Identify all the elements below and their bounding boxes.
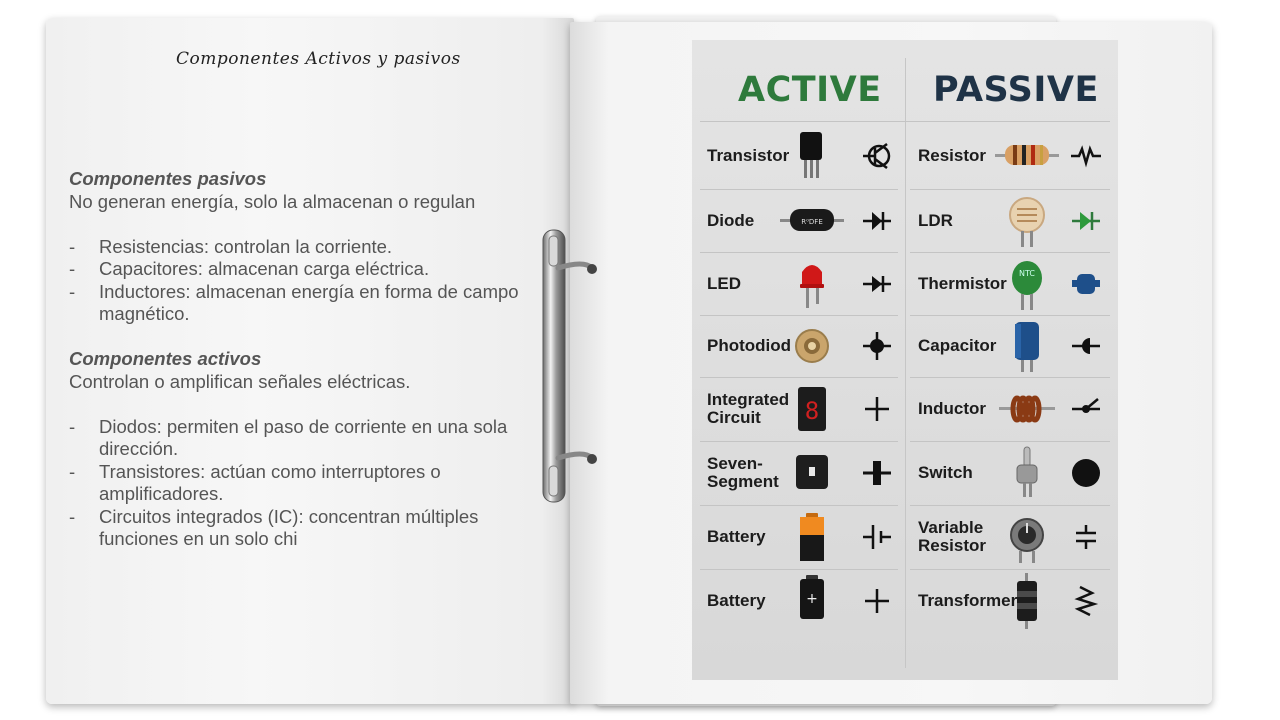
active-column-heading: ACTIVE <box>738 70 882 110</box>
active-row-label: Photodiod <box>707 336 792 355</box>
passive-column-heading: PASSIVE <box>933 70 1099 110</box>
notes-text <box>69 168 529 551</box>
svg-text:8: 8 <box>804 397 820 425</box>
row-divider <box>910 441 1110 442</box>
diode-symbol-icon <box>861 205 893 237</box>
row-divider <box>700 121 1110 122</box>
capacitor-icon <box>995 318 1059 374</box>
row-divider <box>910 189 1110 190</box>
passive-row-label: Resistor <box>918 146 987 165</box>
ldr-symbol-icon <box>1070 205 1102 237</box>
seven-segment-icon <box>780 445 844 501</box>
active-description: Controlan o amplifican señales eléctricas. <box>69 370 411 392</box>
battery-symbol-icon <box>861 521 893 553</box>
active-row-label: Transistor <box>707 146 790 165</box>
cross-symbol-icon <box>861 393 893 425</box>
active-row-label: LED <box>707 274 741 293</box>
page-title: Componentes Activos y pasivos <box>176 49 461 69</box>
passive-row-label: Transformer <box>918 591 1018 610</box>
svg-text:R⁰DFE: R⁰DFE <box>801 218 823 226</box>
passive-row-label: LDR <box>918 211 953 230</box>
diode-icon <box>780 193 844 249</box>
column-divider <box>905 58 906 668</box>
transformer-symbol-icon <box>1070 585 1102 617</box>
active-row-label: Battery <box>707 527 766 546</box>
passive-heading: Componentes pasivos <box>69 168 267 189</box>
row-divider <box>700 569 898 570</box>
list-item: - Inductores: almacenan energía en forma de campo magnético. <box>69 281 529 326</box>
transistor-icon <box>780 128 844 184</box>
passive-list <box>69 236 529 326</box>
row-divider <box>700 441 898 442</box>
active-list <box>69 416 529 551</box>
row-divider <box>910 377 1110 378</box>
list-item: - Diodos: permiten el paso de corriente en una sola dirección. <box>69 416 529 461</box>
list-item: - Capacitores: almacenan carga eléctrica. <box>69 258 529 281</box>
passive-row-label: Inductor <box>918 399 986 418</box>
active-heading: Componentes activos <box>69 348 262 369</box>
passive-row-label: Variable Resistor <box>918 518 987 555</box>
led-icon <box>780 256 844 312</box>
svg-text:+: + <box>806 591 818 607</box>
battery-plus-icon <box>780 573 844 629</box>
variable-resistor-symbol-icon <box>1070 521 1102 553</box>
switch-symbol-icon <box>1070 457 1102 489</box>
inductor-symbol-icon <box>1070 393 1102 425</box>
passive-row-label: Capacitor <box>918 336 997 355</box>
resistor-icon <box>995 128 1059 184</box>
row-divider <box>910 315 1110 316</box>
thermistor-symbol-icon <box>1070 268 1102 300</box>
ldr-icon <box>995 193 1059 249</box>
photodiode-icon <box>780 318 844 374</box>
row-divider <box>700 377 898 378</box>
list-item: - Circuitos integrados (IC): concentran múltiples funciones en un solo chi <box>69 506 529 551</box>
active-row-label: Battery <box>707 591 766 610</box>
active-row-label: Diode <box>707 211 755 230</box>
row-divider <box>910 569 1110 570</box>
transformer-icon <box>995 573 1059 629</box>
integrated-circuit-icon <box>780 381 844 437</box>
passive-description: No generan energía, solo la almacenan o regulan <box>69 190 476 212</box>
transistor-symbol-icon <box>861 140 893 172</box>
plus-symbol-icon <box>861 585 893 617</box>
binder-ring-mechanism <box>540 222 570 512</box>
led-symbol-icon <box>861 268 893 300</box>
row-divider <box>700 252 898 253</box>
photodiode-symbol-icon <box>861 330 893 362</box>
active-row-label: Seven-Segment <box>707 454 779 491</box>
variable-resistor-icon <box>995 509 1059 565</box>
row-divider <box>700 189 898 190</box>
row-divider <box>910 252 1110 253</box>
active-row-label: Integrated Circuit <box>707 390 790 427</box>
svg-text:NTC: NTC <box>1019 269 1035 278</box>
row-divider <box>700 505 898 506</box>
passive-row-label: Switch <box>918 463 973 482</box>
inductor-icon <box>995 381 1059 437</box>
seven-segment-symbol-icon <box>861 457 893 489</box>
capacitor-symbol-icon <box>1070 330 1102 362</box>
row-divider <box>700 315 898 316</box>
switch-icon <box>995 445 1059 501</box>
passive-row-label: Thermistor <box>918 274 1007 293</box>
list-item: - Resistencias: controlan la corriente. <box>69 236 529 259</box>
thermistor-icon <box>995 256 1059 312</box>
row-divider <box>910 505 1110 506</box>
list-item: - Transistores: actúan como interruptores o amplificadores. <box>69 461 529 506</box>
resistor-symbol-icon <box>1070 140 1102 172</box>
battery-icon <box>780 509 844 565</box>
